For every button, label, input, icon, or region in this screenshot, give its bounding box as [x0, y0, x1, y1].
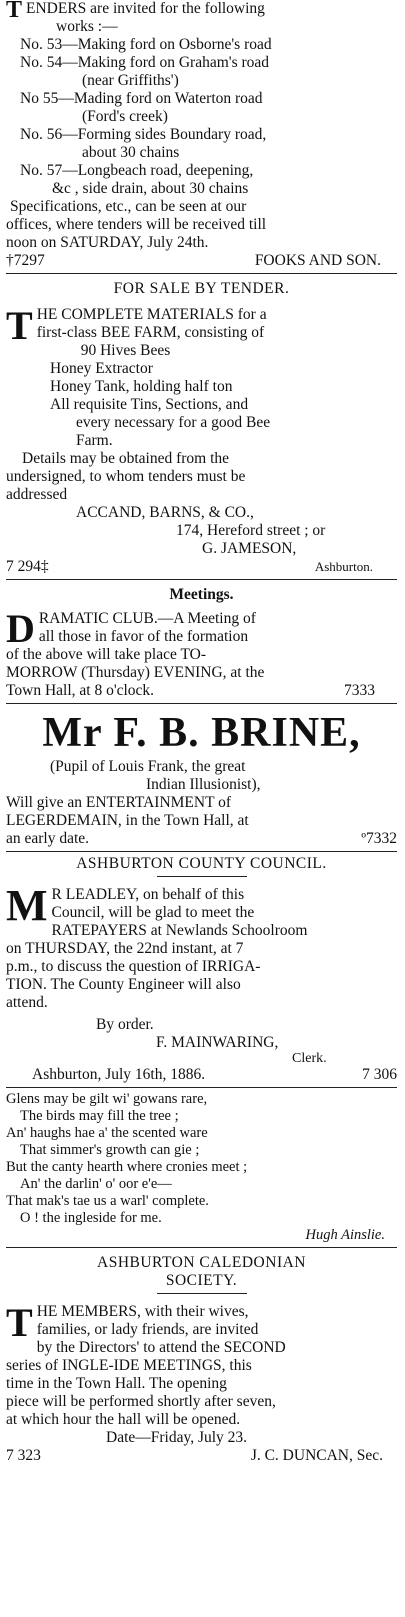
advertiser-signature: G. JAMESON, [202, 540, 297, 557]
ad-reference: 7 306 [362, 1066, 397, 1083]
poem-line: That simmer's growth can gie ; [20, 1142, 200, 1158]
advertiser-signature: FOOKS AND SON. [254, 252, 381, 269]
performer-name: Mr F. B. BRINE, [42, 710, 361, 756]
text-line: No 55—Mading ford on Waterton road [20, 90, 263, 107]
text-line: RATEPAYERS at Newlands Schoolroom [51, 922, 308, 939]
text-line: Indian Illusionist), [146, 776, 261, 793]
text-line: families, or lady friends, are invited [36, 1321, 259, 1338]
text-line: time in the Town Hall. The opening [6, 1375, 227, 1392]
county-council-notice [6, 855, 397, 1084]
text-line: R LEADLEY, on behalf of this [51, 886, 245, 903]
meetings-notice [6, 586, 397, 700]
text-line: of the above will take place TO- [6, 646, 206, 663]
text-line: p.m., to discuss the question of IRRIGA- [6, 958, 261, 975]
brine-entertainment-notice [6, 708, 397, 848]
section-heading: Meetings. [169, 586, 234, 603]
text-line: RAMATIC CLUB.—A Meeting of [38, 610, 256, 627]
text-line: undersigned, to whom tenders must be [6, 468, 246, 485]
poem-line: That mak's tae us a warl' complete. [6, 1193, 209, 1209]
text-line: All requisite Tins, Sections, and [50, 396, 249, 413]
ad-reference: †7297 [6, 252, 45, 269]
text-line: offices, where tenders will be received till [6, 216, 267, 233]
text-line: by the Directors' to attend the SECOND [36, 1339, 286, 1356]
text-line: piece will be performed shortly after seven, [6, 1393, 276, 1410]
text-line: No. 57—Longbeach road, deepening, [20, 162, 254, 179]
poem-line: But the canty hearth where cronies meet ; [6, 1159, 248, 1175]
text-line: an early date. [6, 830, 90, 847]
text-line: about 30 chains [82, 144, 180, 161]
sale-by-tender-notice [6, 280, 397, 576]
text-line: works :— [56, 18, 118, 35]
text-line: MORROW (Thursday) EVENING, at the [6, 664, 265, 681]
text-line: &c , side drain, about 30 chains [52, 180, 249, 197]
town-name: Ashburton. [314, 559, 373, 574]
poem-line: An' haughs hae a' the scented ware [6, 1125, 208, 1141]
poem-author: Hugh Ainslie. [305, 1227, 385, 1243]
short-rule [157, 1293, 247, 1294]
column-rule [6, 273, 397, 274]
text-line: first-class BEE FARM, consisting of [36, 324, 265, 341]
drop-cap: T [6, 0, 23, 23]
text-line: all those in favor of the formation [38, 628, 249, 645]
signatory-title: Clerk. [292, 1052, 327, 1066]
text-line: ENDERS are invited for the following [26, 0, 265, 17]
drop-cap: T [6, 1300, 33, 1345]
ad-reference: 7333 [344, 682, 375, 699]
text-line: Honey Tank, holding half ton [50, 378, 233, 395]
text-line: Specifications, etc., can be seen at our [10, 198, 247, 215]
text-line: HE COMPLETE MATERIALS for a [36, 306, 267, 323]
caledonian-society-notice [6, 1254, 397, 1465]
text-line: Council, will be glad to meet the [51, 904, 255, 921]
text-line: Details may be obtained from the [22, 450, 230, 467]
newspaper-column [6, 0, 397, 1465]
short-rule [157, 876, 247, 877]
advertiser-signature: ACCAND, BARNS, & CO., [76, 504, 254, 521]
column-rule [6, 703, 397, 704]
column-rule [6, 1247, 397, 1248]
text-line: Will give an ENTERTAINMENT of [6, 794, 232, 811]
notice-heading: SOCIETY. [165, 1272, 238, 1289]
poem [6, 1091, 397, 1244]
drop-cap: T [6, 303, 33, 348]
text-line: Honey Extractor [50, 360, 153, 377]
text-line: on THURSDAY, the 22nd instant, at 7 [6, 940, 244, 957]
by-order: By order. [96, 1016, 154, 1033]
text-line: noon on SATURDAY, July 24th. [6, 234, 209, 251]
advertiser-signature: J. C. DUNCAN, Sec. [250, 1447, 383, 1464]
ad-reference: 7 294‡ [6, 558, 49, 575]
tenders-works-notice [6, 0, 397, 270]
text-line: No. 54—Making ford on Graham's road [20, 54, 270, 71]
text-line: (Ford's creek) [82, 108, 168, 125]
text-line: series of INGLE-IDE MEETINGS, this [6, 1357, 252, 1374]
column-rule [6, 579, 397, 580]
notice-heading: ASHBURTON CALEDONIAN [97, 1254, 306, 1271]
text-line: Farm. [76, 432, 113, 449]
advertiser-signature: F. MAINWARING, [156, 1034, 279, 1051]
ad-reference: 7 323 [6, 1447, 41, 1464]
text-line: HE MEMBERS, with their wives, [36, 1303, 249, 1320]
text-line: at which hour the hall will be opened. [6, 1411, 241, 1428]
poem-line: Glens may be gilt wi' gowans rare, [6, 1091, 208, 1107]
text-line: addressed [6, 486, 68, 503]
text-line: (near Griffiths') [82, 72, 179, 89]
text-line: LEGERDEMAIN, in the Town Hall, at [6, 812, 249, 829]
advertiser-address: 174, Hereford street ; or [176, 522, 326, 539]
text-line: (Pupil of Louis Frank, the great [50, 758, 246, 775]
text-line: Town Hall, at 8 o'clock. [6, 682, 155, 699]
ad-reference: º7332 [361, 830, 397, 847]
event-date: Date—Friday, July 23. [106, 1429, 248, 1446]
text-line: TION. The County Engineer will also [6, 976, 241, 993]
text-line: No. 53—Making ford on Osborne's road [20, 36, 272, 53]
text-line: No. 56—Forming sides Boundary road, [20, 126, 267, 143]
drop-cap: M [6, 881, 48, 930]
column-rule [6, 851, 397, 852]
text-line: every necessary for a good Bee [76, 414, 271, 431]
column-rule [6, 1087, 397, 1088]
notice-heading: ASHBURTON COUNTY COUNCIL. [76, 855, 327, 872]
poem-line: An' the darlin' o' oor e'e— [20, 1176, 172, 1192]
poem-line: O ! the ingleside for me. [20, 1210, 162, 1226]
notice-heading: FOR SALE BY TENDER. [113, 280, 290, 297]
poem-line: The birds may fill the tree ; [20, 1108, 179, 1124]
text-line: 90 Hives Bees [80, 342, 171, 359]
drop-cap: D [6, 606, 35, 651]
notice-date: Ashburton, July 16th, 1886. [32, 1066, 206, 1083]
text-line: attend. [6, 994, 48, 1011]
